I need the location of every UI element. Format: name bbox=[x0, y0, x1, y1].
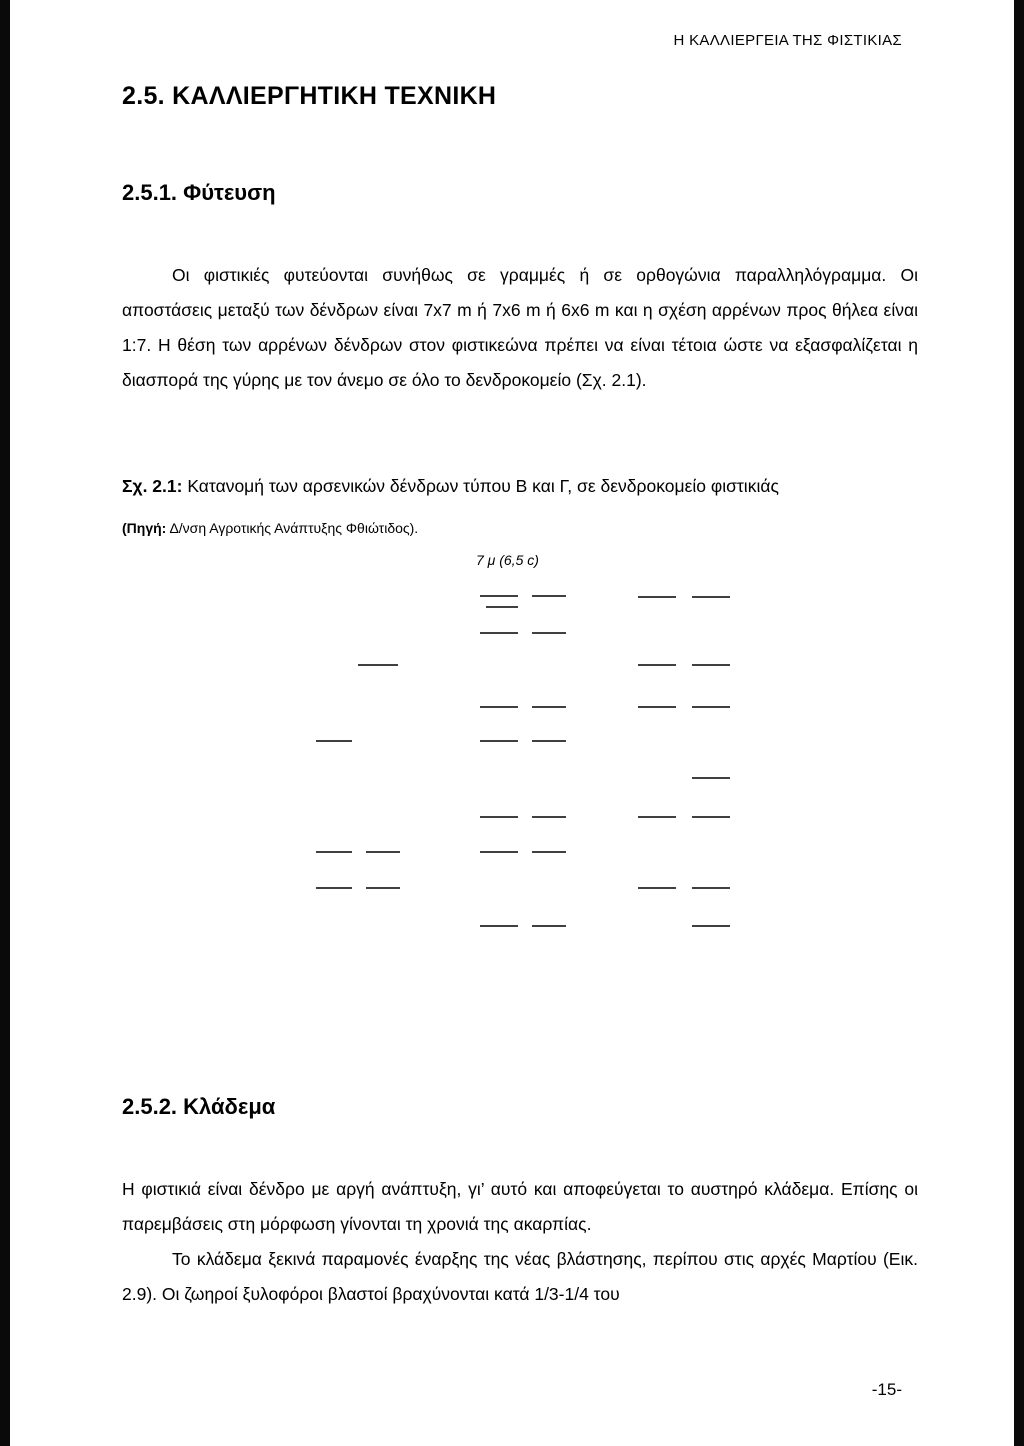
subsection-title-pruning: 2.5.2. Κλάδεμα bbox=[122, 1094, 276, 1119]
running-header: Η ΚΑΛΛΙΕΡΓΕΙΑ ΤΗΣ ΦΙΣΤΙΚΙΑΣ bbox=[673, 32, 902, 49]
pruning-text-2: Το κλάδεμα ξεκινά παραμονές έναρξης της νέας βλάστησης, περίπου στις αρχές Μαρτίου (Εικ. 2.9). Οι ζωηροί ξυλοφόροι βλαστοί βραχύνονται κατά 1/3-1/4 του bbox=[122, 1249, 918, 1304]
figure-distance-label: 7 μ (6,5 c) bbox=[476, 552, 539, 568]
section-title: 2.5. ΚΑΛΛΙΕΡΓΗΤΙΚΗ ΤΕΧΝΙΚΗ bbox=[122, 82, 497, 110]
subsection-title-planting: 2.5.1. Φύτευση bbox=[122, 180, 276, 205]
figure-caption-text: Κατανομή των αρσενικών δένδρων τύπου Β και Γ, σε δενδροκομείο φιστικιάς bbox=[182, 476, 779, 496]
figure-source-text: Δ/νση Αγροτικής Ανάπτυξης Φθιώτιδος). bbox=[166, 520, 419, 536]
page-number: -15- bbox=[871, 1380, 902, 1399]
planting-text: Οι φιστικιές φυτεύονται συνήθως σε γραμμές ή σε ορθογώνια παραλληλόγραμμα. Οι αποστάσεις μεταξύ των δένδρων είναι 7x7 m ή 7x6 m ή 6x6 m και η σχέση αρρένων προς θήλεα είναι 1:7. Η θέση των αρρένων δένδρων στον φιστικεώνα πρέπει να είναι τέτοια ώστε να εξασφαλίζεται η διασπορά της γύρης με τον άνεμο σε όλο το δενδροκομείο (Σχ. 2.1). bbox=[122, 265, 918, 390]
pruning-text-1: Η φιστικιά είναι δένδρο με αργή ανάπτυξη, γι’ αυτό και αποφεύγεται το αυστηρό κλάδεμα. Επίσης οι παρεμβάσεις στη μόρφωση γίνονται τη χρονιά της ακαρπίας. bbox=[122, 1179, 918, 1234]
figure-label: Σχ. 2.1: bbox=[122, 476, 183, 496]
figure-source-label: (Πηγή: bbox=[122, 520, 167, 536]
pruning-paragraph bbox=[122, 1172, 918, 1312]
